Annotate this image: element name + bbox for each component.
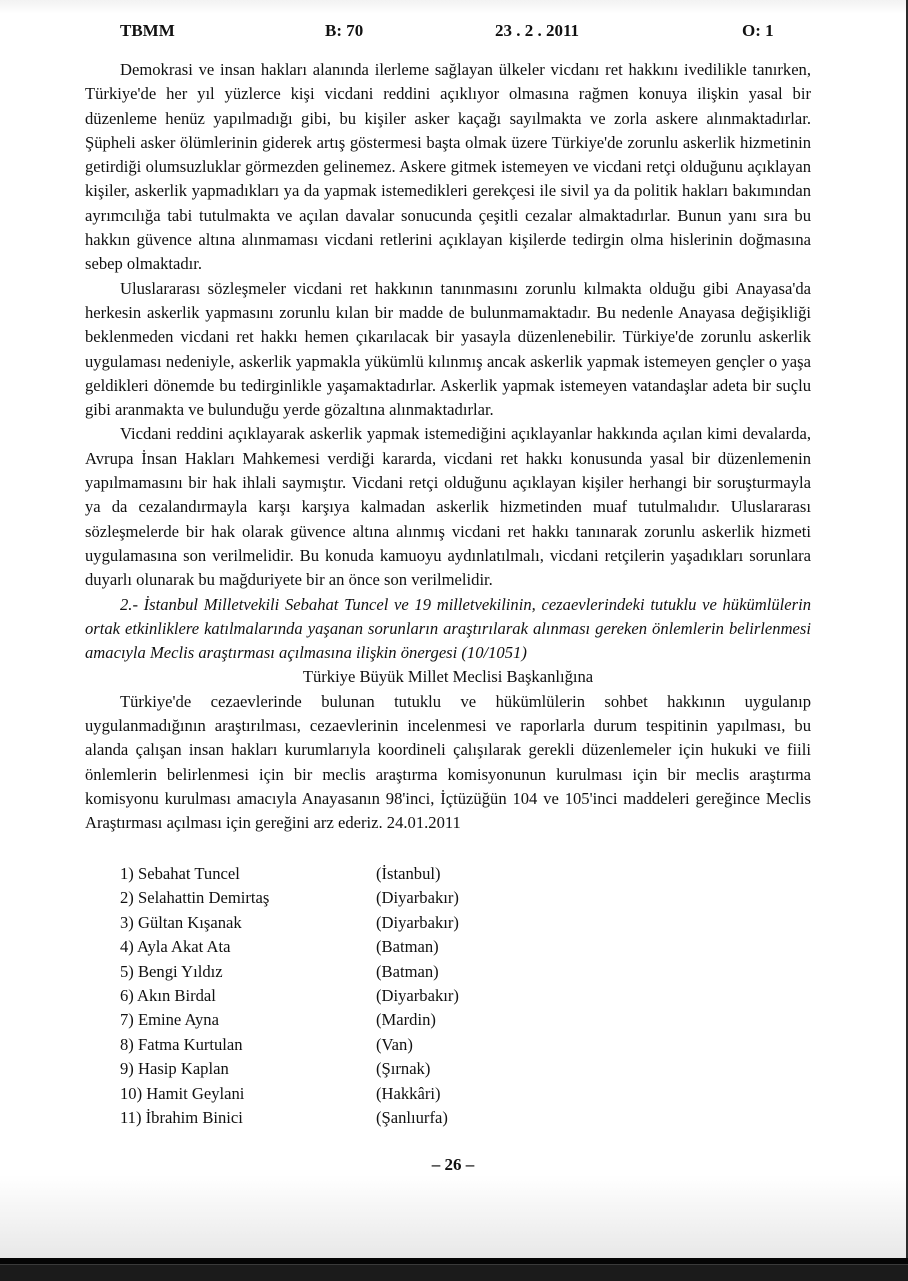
addressee-heading: Türkiye Büyük Millet Meclisi Başkanlığına — [302, 667, 594, 687]
signer-city: (Şanlıurfa) — [376, 1107, 448, 1127]
signer-city: (İstanbul) — [376, 864, 441, 883]
signer-city: (Diyarbakır) — [376, 888, 459, 908]
signer-name: 5) Bengi Yıldız — [120, 961, 223, 981]
paragraph-2: Uluslararası sözleşmeler vicdani ret hakkının tanınmasını zorunlu kılmakta olduğu gibi Anayasa'da herkesin askerlik yapmasını zorunlu kılan bir madde de bulunmamaktadır. Bu nedenle Anayasa değişikliği beklenmeden vicdani ret hakkı hemen çıkarılacak bir yasayla düzenlenebilir. Türkiye'de zorunlu askerlik uygulaması nedeniyle, askerlik yapmakla yükümlü kılınmış ancak askerlik yapmak istemeyen gençler o yaşa geldikleri dönemde bu tedirginlikle yaşamaktadırlar. Askerlik yapmak istemeyen vatandaşlar adeta bir suçlu gibi aranmakta ve bulunduğu yerde gözaltına alınmaktadırlar. — [85, 278, 811, 420]
signer-name: 2) Selahattin Demirtaş — [120, 888, 270, 908]
paragraph-1: Demokrasi ve insan hakları alanında ilerleme sağlayan ülkeler vicdanı ret hakkını ivedilikle tanırken, Türkiye'de her yıl yüzlerce kişi vicdani reddini açıklıyor olmasına rağmen konuya ilişkin yasal bir düzenleme henüz yapılmadığı gibi, bu kişiler asker kaçağı sayılmakta ve zorla askere alınmaktadırlar. Şüpheli asker ölümlerinin giderek artış göstermesi başta olmak üzere Türkiye'de zorunlu askerlik hizmetinin getirdiği olumsuzluklar görmezden gelinemez. Askere gitmek istemeyen ve vicdani retçi olduğunu açıklayan kişiler, askerlik yapmadıkları ya da yapmak istemedikleri gerekçesi ile sivil ya da politik hakları bakımından ayrımcılığa tabi tutulmakta ve açılan davalar sonucunda çeşitli cezalar almaktadırlar. Bunun yanı sıra bu hakkın güvence altına alınmaması vicdani retlerini açıklayan kişilerde tedirgin olma hislerinin doğmasına sebep olmaktadır. — [85, 60, 811, 274]
signer-row — [120, 960, 620, 984]
signer-city: (Hakkâri) — [376, 1083, 441, 1103]
paragraph-motion-body: Türkiye'de cezaevlerinde bulunan tutuklu ve hükümlülerin sohbet hakkının uygulanıp uygulanmadığının araştırılması, cezaevlerinin incelenmesi ve raporlarla durum tespitinin yapılması, bu alanda çalışan insan hakları kurumlarıyla koordineli çalışılarak gerekli düzenlemeler için hukuki ve fiili önlemlerin belirlenmesi için bir meclis araştırma komisyonunun kurulması için bir meclis araştırma komisyonu kurulması amacıyla Anayasanın 98'inci, İçtüzüğün 104 ve 105'inci maddeleri gereğince Meclis Araştırması açılması için gereğini arz ederiz. 24.01.2011 — [85, 691, 811, 833]
signer-name: 6) Akın Birdal — [120, 985, 216, 1005]
signer-city: (Diyarbakır) — [376, 912, 459, 932]
signer-row — [120, 935, 620, 959]
signer-name: 9) Hasip Kaplan — [120, 1059, 229, 1079]
signer-name: 3) Gültan Kışanak — [120, 912, 242, 932]
signer-row — [120, 1008, 620, 1032]
signer-row — [120, 1057, 620, 1081]
signer-row — [120, 984, 620, 1008]
paragraph-3: Vicdani reddini açıklayarak askerlik yapmak istemediğini açıklayanlar hakkında açılan kimi devalarda, Avrupa İnsan Hakları Mahkemesi verdiği kararda, vicdani ret hakkı konusunda yasal bir düzenlemenin yapılmamasını bir hak ihlali saymıştır. Vicdani retçi olduğunu açıklayan kişiler herhangi bir soruşturmayla ya da cezalandırmayla karşı karşıya kalmadan askerlik hizmetinden muaf tutulmalıdır. Uluslararası sözleşmelerde bir hak olarak güvence altına alınmış vicdani ret hakkı tanınarak zorunlu askerlik hizmeti uygulamasına son verilmelidir. Bu konuda kamuoyu aydınlatılmalı, vicdani retçilerin yaşadıkları sorunlara duyarlı olunarak bu mağduriyete bir an önce son verilmelidir. — [85, 424, 811, 590]
signer-row — [120, 1106, 620, 1130]
viewer-bottom-bar — [0, 1264, 908, 1281]
signer-row — [120, 886, 620, 910]
signer-name: 11) İbrahim Binici — [120, 1107, 243, 1127]
signer-name: 1) Sebahat Tuncel — [120, 864, 240, 883]
signer-city: (Mardin) — [376, 1010, 436, 1030]
signer-row — [120, 1082, 620, 1106]
signer-name: 8) Fatma Kurtulan — [120, 1034, 243, 1054]
signer-city: (Batman) — [376, 961, 439, 981]
header-session: O: 1 — [742, 21, 774, 40]
signer-name: 4) Ayla Akat Ata — [120, 937, 231, 957]
document-body — [85, 58, 811, 836]
signer-city: (Şırnak) — [376, 1059, 431, 1079]
signers-list — [120, 862, 620, 1130]
header-institution: TBMM — [120, 21, 175, 40]
signer-row — [120, 911, 620, 935]
signer-row — [120, 1033, 620, 1057]
header-date: 23 . 2 . 2011 — [495, 21, 580, 40]
signer-row — [120, 862, 620, 886]
header-volume: B: 70 — [325, 21, 364, 40]
signer-city: (Batman) — [376, 937, 439, 957]
signer-city: (Van) — [376, 1034, 413, 1054]
page-header — [120, 21, 790, 43]
signer-name: 10) Hamit Geylani — [120, 1083, 245, 1103]
motion-title: 2.- İstanbul Milletvekili Sebahat Tuncel ve 19 milletvekilinin, cezaevlerindeki tutuklu ve hükümlülerin ortak etkinliklere katılmalarında yaşanan sorunların araştırılarak alınması gereken önlemlerin belirlenmesi amacıyla Meclis araştırması açılmasına ilişkin önergesi (10/1051) — [85, 594, 811, 663]
signer-name: 7) Emine Ayna — [120, 1010, 219, 1030]
page-number: – 26 – — [431, 1155, 475, 1174]
signer-city: (Diyarbakır) — [376, 985, 459, 1005]
